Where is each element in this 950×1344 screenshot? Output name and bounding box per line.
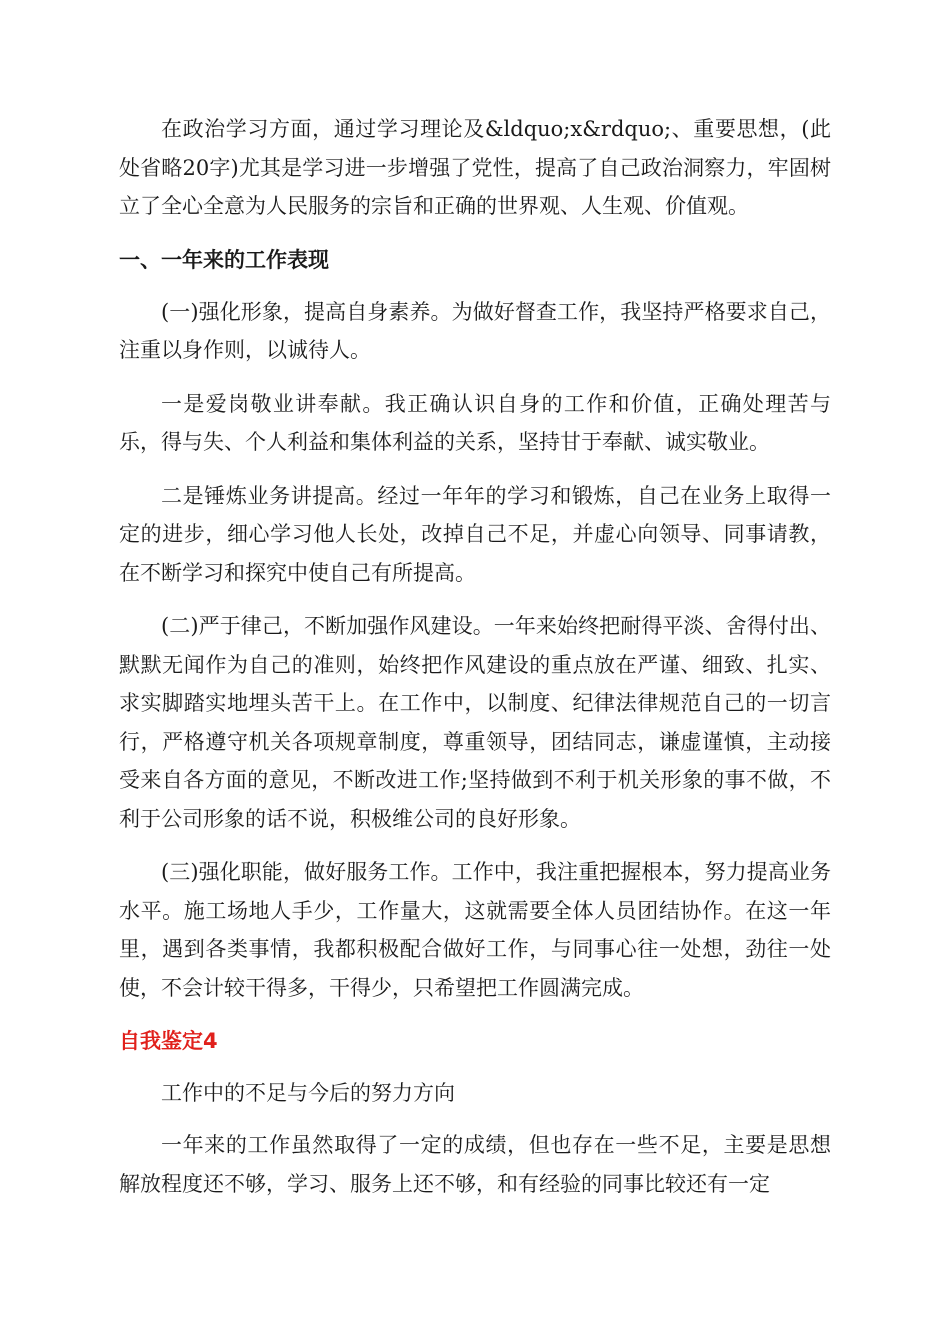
paragraph-dedication: 一是爱岗敬业讲奉献。我正确认识自身的工作和价值，正确处理苦与乐，得与失、个人利益和集体利益的关系，坚持甘于奉献、诚实敬业。 bbox=[119, 391, 831, 454]
section-heading-self-appraisal: 自我鉴定4 bbox=[119, 1029, 218, 1053]
paragraph-self-discipline: (二)严于律己，不断加强作风建设。一年来始终把耐得平淡、舍得付出、默默无闻作为自己的准则，始终把作风建设的重点放在严谨、细致、扎实、求实脚踏实地埋头苦干上。在工作中，以制度、纪律法律规范自己的一切言行，严格遵守机关各项规章制度，尊重领导，团结同志，谦虚谨慎，主动接受来自各方面的意见，不断改进工作;坚持做到不利于机关形象的事不做，不利于公司形象的话不说，积极维公司的良好形象。 bbox=[119, 614, 831, 831]
section-subtitle-shortcomings: 工作中的不足与今后的努力方向 bbox=[161, 1081, 455, 1105]
section-heading-work-performance: 一、一年来的工作表现 bbox=[119, 247, 329, 272]
document-page bbox=[119, 110, 831, 1218]
paragraph-image-quality: (一)强化形象，提高自身素养。为做好督查工作，我坚持严格要求自己，注重以身作则，以诚待人。 bbox=[119, 299, 831, 362]
paragraph-skill-improvement: 二是锤炼业务讲提高。经过一年年的学习和锻炼，自己在业务上取得一定的进步，细心学习他人长处，改掉自己不足，并虚心向领导、同事请教，在不断学习和探究中使自己有所提高。 bbox=[119, 483, 831, 585]
paragraph-service-function: (三)强化职能，做好服务工作。工作中，我注重把握根本，努力提高业务水平。施工场地人手少，工作量大，这就需要全体人员团结协作。在这一年里，遇到各类事情，我都积极配合做好工作，与同事心往一处想，劲往一处使，不会计较干得多，干得少，只希望把工作圆满完成。 bbox=[119, 860, 831, 1000]
paragraph-political-study: 在政治学习方面，通过学习理论及&ldquo;x&rdquo;、重要思想，(此处省略20字)尤其是学习进一步增强了党性，提高了自己政治洞察力，牢固树立了全心全意为人民服务的宗旨和正确的世界观、人生观、价值观。 bbox=[119, 117, 831, 218]
paragraph-shortcomings: 一年来的工作虽然取得了一定的成绩，但也存在一些不足，主要是思想解放程度还不够，学习、服务上还不够，和有经验的同事比较还有一定 bbox=[119, 1133, 831, 1196]
